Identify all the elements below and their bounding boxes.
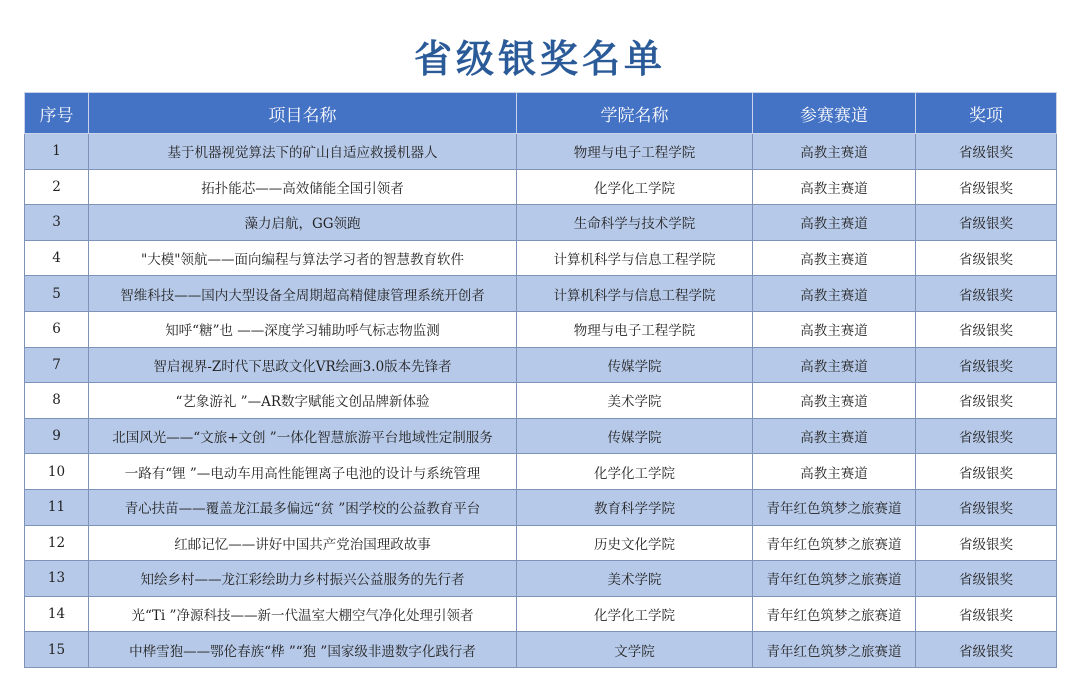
- header-project: 项目名称: [89, 93, 517, 134]
- table-row: [25, 383, 1057, 419]
- cell-award: 省级银奖: [916, 454, 1057, 490]
- page-title: 省级银奖名单: [413, 37, 666, 81]
- table-row: [25, 205, 1057, 241]
- cell-track: 高教主赛道: [753, 311, 916, 347]
- cell-award: 省级银奖: [916, 169, 1057, 205]
- cell-project: 青心扶苗——覆盖龙江最多偏远“贫 ”困学校的公益教育平台: [89, 489, 517, 525]
- cell-no: 11: [25, 489, 89, 525]
- header-award: 奖项: [916, 93, 1057, 134]
- cell-project: 智维科技——国内大型设备全周期超高精健康管理系统开创者: [89, 276, 517, 312]
- cell-project: 北国风光——“文旅+文创 ”一体化智慧旅游平台地域性定制服务: [89, 418, 517, 454]
- cell-no: 13: [25, 561, 89, 597]
- cell-college: 传媒学院: [517, 347, 753, 383]
- cell-project: 知绘乡村——龙江彩绘助力乡村振兴公益服务的先行者: [89, 561, 517, 597]
- cell-award: 省级银奖: [916, 561, 1057, 597]
- cell-project: “艺象游礼 ”—AR数字赋能文创品牌新体验: [89, 383, 517, 419]
- table-body: [25, 134, 1057, 668]
- table-row: [25, 276, 1057, 312]
- cell-college: 物理与电子工程学院: [517, 134, 753, 170]
- cell-project: 知呼“糖”也 ——深度学习辅助呼气标志物监测: [89, 311, 517, 347]
- cell-college: 教育科学学院: [517, 489, 753, 525]
- cell-no: 5: [25, 276, 89, 312]
- cell-no: 10: [25, 454, 89, 490]
- table-row: [25, 632, 1057, 668]
- cell-college: 传媒学院: [517, 418, 753, 454]
- cell-award: 省级银奖: [916, 311, 1057, 347]
- cell-project: "大模"领航——面向编程与算法学习者的智慧教育软件: [89, 240, 517, 276]
- cell-track: 高教主赛道: [753, 418, 916, 454]
- cell-track: 高教主赛道: [753, 134, 916, 170]
- header-no: 序号: [25, 93, 89, 134]
- cell-award: 省级银奖: [916, 525, 1057, 561]
- cell-no: 9: [25, 418, 89, 454]
- cell-college: 历史文化学院: [517, 525, 753, 561]
- table-row: [25, 311, 1057, 347]
- table-row: [25, 169, 1057, 205]
- cell-track: 青年红色筑梦之旅赛道: [753, 632, 916, 668]
- cell-track: 青年红色筑梦之旅赛道: [753, 525, 916, 561]
- table-row: [25, 454, 1057, 490]
- cell-track: 青年红色筑梦之旅赛道: [753, 596, 916, 632]
- cell-project: 中桦雪狍——鄂伦春族“桦 ”“狍 ”国家级非遗数字化践行者: [89, 632, 517, 668]
- cell-track: 高教主赛道: [753, 454, 916, 490]
- cell-college: 美术学院: [517, 383, 753, 419]
- cell-college: 计算机科学与信息工程学院: [517, 240, 753, 276]
- table-row: [25, 347, 1057, 383]
- table-header-row: [25, 93, 1057, 134]
- cell-project: 红邮记忆——讲好中国共产党治国理政故事: [89, 525, 517, 561]
- cell-award: 省级银奖: [916, 632, 1057, 668]
- cell-college: 文学院: [517, 632, 753, 668]
- cell-award: 省级银奖: [916, 240, 1057, 276]
- cell-no: 7: [25, 347, 89, 383]
- cell-project: 智启视界-Z时代下思政文化VR绘画3.0版本先锋者: [89, 347, 517, 383]
- table-row: [25, 240, 1057, 276]
- header-track: 参赛赛道: [753, 93, 916, 134]
- table-row: [25, 596, 1057, 632]
- cell-track: 高教主赛道: [753, 205, 916, 241]
- cell-track: 高教主赛道: [753, 383, 916, 419]
- table-row: [25, 134, 1057, 170]
- cell-no: 6: [25, 311, 89, 347]
- cell-track: 高教主赛道: [753, 276, 916, 312]
- table-row: [25, 525, 1057, 561]
- header-college: 学院名称: [517, 93, 753, 134]
- cell-college: 物理与电子工程学院: [517, 311, 753, 347]
- cell-award: 省级银奖: [916, 383, 1057, 419]
- cell-award: 省级银奖: [916, 596, 1057, 632]
- cell-no: 2: [25, 169, 89, 205]
- cell-track: 青年红色筑梦之旅赛道: [753, 489, 916, 525]
- cell-college: 化学化工学院: [517, 596, 753, 632]
- cell-college: 美术学院: [517, 561, 753, 597]
- award-table: [24, 92, 1057, 668]
- cell-no: 8: [25, 383, 89, 419]
- cell-track: 高教主赛道: [753, 240, 916, 276]
- cell-award: 省级银奖: [916, 347, 1057, 383]
- cell-track: 高教主赛道: [753, 347, 916, 383]
- table-row: [25, 561, 1057, 597]
- cell-project: 拓扑能芯——高效储能全国引领者: [89, 169, 517, 205]
- cell-college: 化学化工学院: [517, 169, 753, 205]
- cell-no: 3: [25, 205, 89, 241]
- cell-award: 省级银奖: [916, 276, 1057, 312]
- cell-award: 省级银奖: [916, 489, 1057, 525]
- cell-college: 生命科学与技术学院: [517, 205, 753, 241]
- cell-college: 计算机科学与信息工程学院: [517, 276, 753, 312]
- table-row: [25, 418, 1057, 454]
- cell-award: 省级银奖: [916, 418, 1057, 454]
- cell-award: 省级银奖: [916, 134, 1057, 170]
- cell-no: 12: [25, 525, 89, 561]
- cell-track: 高教主赛道: [753, 169, 916, 205]
- cell-award: 省级银奖: [916, 205, 1057, 241]
- cell-no: 15: [25, 632, 89, 668]
- cell-no: 14: [25, 596, 89, 632]
- table-row: [25, 489, 1057, 525]
- cell-project: 一路有“锂 ”—电动车用高性能锂离子电池的设计与系统管理: [89, 454, 517, 490]
- cell-track: 青年红色筑梦之旅赛道: [753, 561, 916, 597]
- cell-no: 1: [25, 134, 89, 170]
- cell-no: 4: [25, 240, 89, 276]
- cell-project: 基于机器视觉算法下的矿山自适应救援机器人: [89, 134, 517, 170]
- cell-college: 化学化工学院: [517, 454, 753, 490]
- cell-project: 藻力启航，GG领跑: [89, 205, 517, 241]
- cell-project: 光“Ti ”净源科技——新一代温室大棚空气净化处理引领者: [89, 596, 517, 632]
